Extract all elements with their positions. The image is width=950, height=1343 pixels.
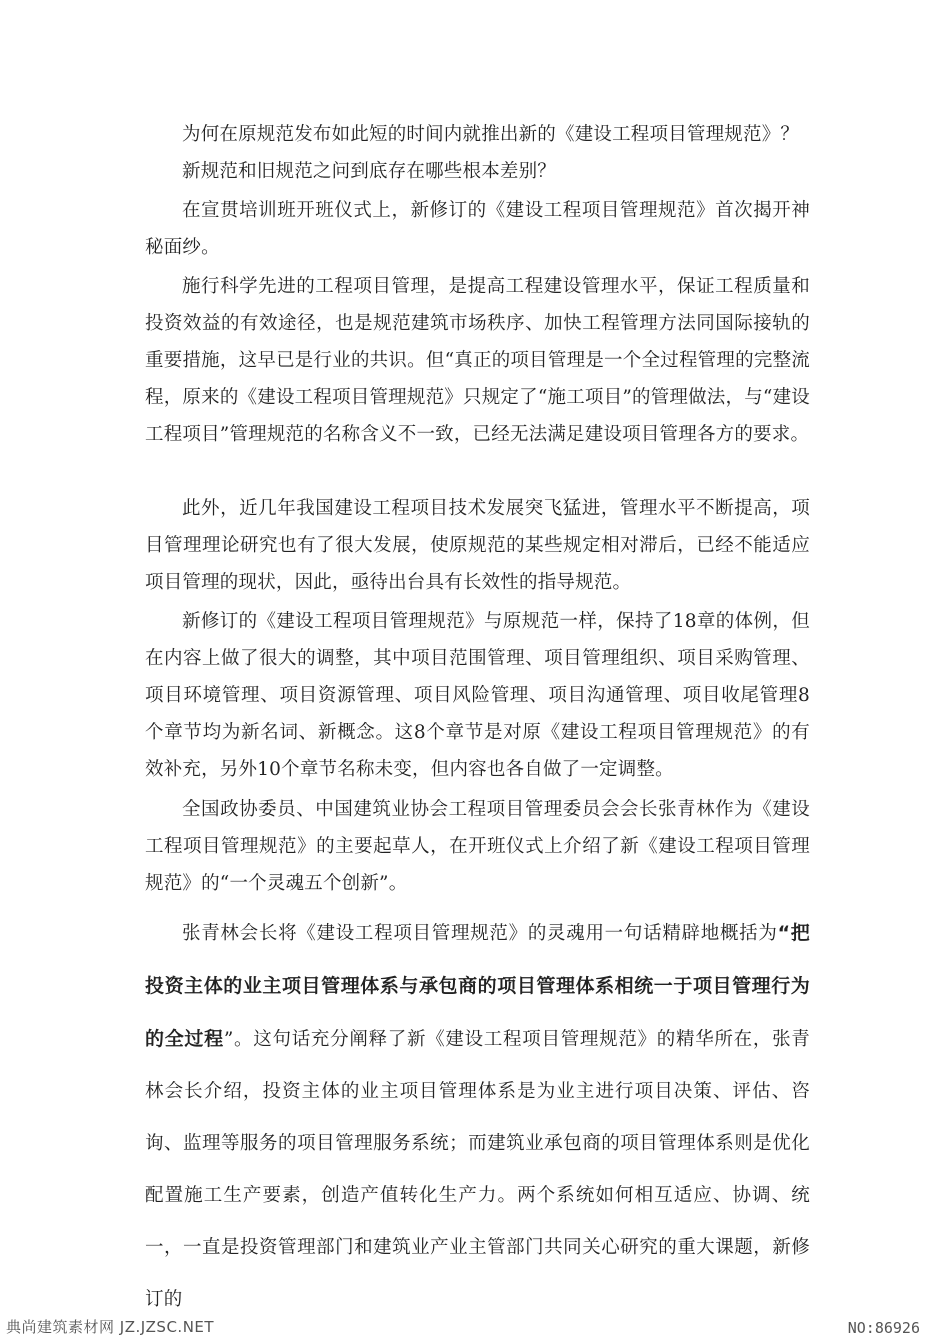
soul-lead-text: 张青林会长将《建设工程项目管理规范》的灵魂用一句话精辟地概括为 bbox=[182, 923, 778, 944]
paragraph-soul bbox=[145, 907, 810, 1326]
paragraph-drafter: 全国政协委员、中国建筑业协会工程项目管理委员会会长张青林作为《建设工程项目管理规范》的主要起草人，在开班仪式上介绍了新《建设工程项目管理规范》的“一个灵魂五个创新”。 bbox=[145, 799, 810, 894]
soul-rest-text: ”。这句话充分阐释了新《建设工程项目管理规范》的精华所在，张青林会长介绍，投资主体的业主项目管理体系是为业主进行项目决策、评估、咨询、监理等服务的项目管理服务系统；而建筑业承包商的项目管理体系则是优化配置施工生产要素，创造产值转化生产力。两个系统如何相互适应、协调、统一，一直是投资管理部门和建筑业产业主管部门共同关心研究的重大课题，新修订的 bbox=[145, 1029, 810, 1310]
paragraph-background: 施行科学先进的工程项目管理，是提高工程建设管理水平，保证工程质量和投资效益的有效途径，也是规范建筑市场秩序、加快工程管理方法同国际接轨的重要措施，这早已是行业的共识。但“真正的项目管理是一个全过程管理的完整流程，原来的《建设工程项目管理规范》只规定了“施工项目”的管理做法，与“建设工程项目”管理规范的名称含义不一致，已经无法满足建设项目管理各方的要求。 bbox=[145, 276, 810, 445]
paragraph-development: 此外，近几年我国建设工程项目技术发展突飞猛进，管理水平不断提高，项目管理理论研究也有了很大发展，使原规范的某些规定相对滞后，已经不能适应项目管理的现状，因此，亟待出台具有长效性的指导规范。 bbox=[145, 498, 810, 593]
footer-number: NO:86926 bbox=[847, 1319, 920, 1337]
paragraph-intro: 在宣贯培训班开班仪式上，新修订的《建设工程项目管理规范》首次揭开神秘面纱。 bbox=[145, 200, 810, 258]
footer-site-watermark: 典尚建筑素材网 JZ.JZSC.NET bbox=[6, 1318, 215, 1336]
paragraph-revision: 新修订的《建设工程项目管理规范》与原规范一样，保持了18章的体例，但在内容上做了很大的调整，其中项目范围管理、项目管理组织、项目采购管理、项目环境管理、项目资源管理、项目风险管理、项目沟通管理、项目收尾管理8个章节均为新名词、新概念。这8个章节是对原《建设工程项目管理规范》的有效补充，另外10个章节名称未变，但内容也各自做了一定调整。 bbox=[145, 611, 810, 780]
paragraph-question-1: 为何在原规范发布如此短的时间内就推出新的《建设工程项目管理规范》？ bbox=[182, 124, 800, 145]
soul-quote-text: “把投资主体的业主项目管理体系与承包商的项目管理体系相统一于项目管理行为的全过程 bbox=[145, 922, 811, 1050]
paragraph-question-2: 新规范和旧规范之问到底存在哪些根本差别？ bbox=[182, 161, 557, 182]
